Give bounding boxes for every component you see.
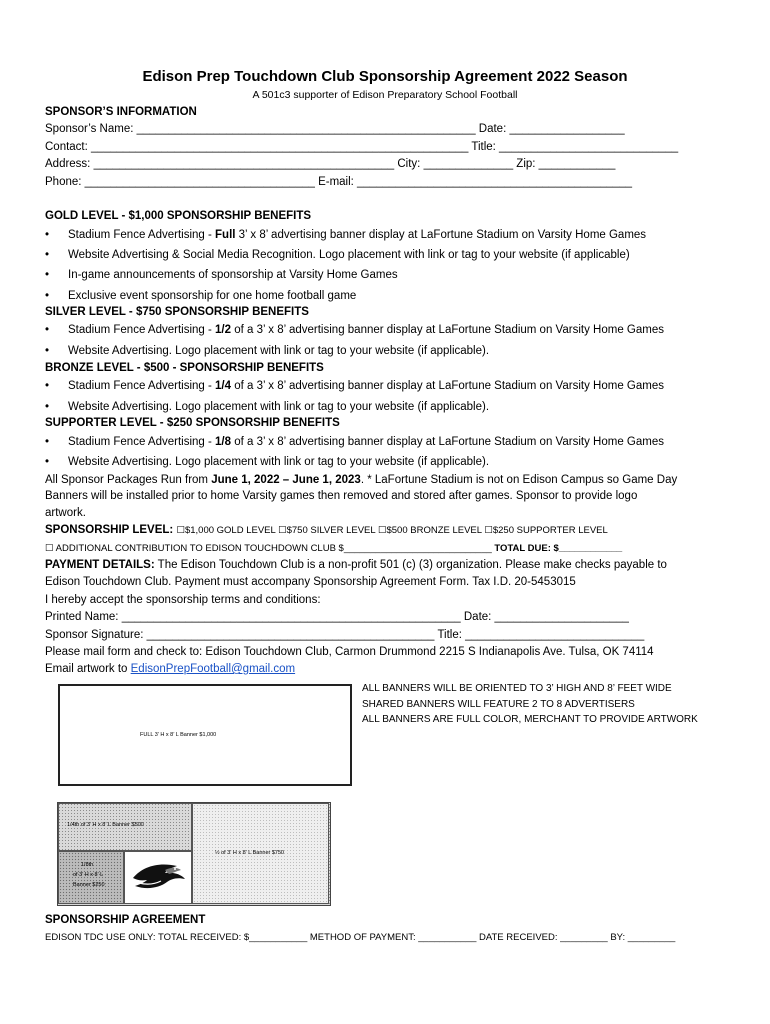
banner-note-3: ALL BANNERS ARE FULL COLOR, MERCHANT TO PROVIDE ARTWORK — [362, 714, 698, 725]
silver-benefit-1: • Stadium Fence Advertising - 1/2 of a 3’ x 8’ advertising banner display at LaFortune Stadium on Varsity Home Games — [45, 324, 664, 336]
email-link[interactable]: EdisonPrepFootball@gmail.com — [130, 663, 296, 675]
eighth-banner-cell — [58, 851, 124, 904]
eighth-banner-label-3: Banner $250 — [73, 882, 105, 888]
banner-notes — [362, 681, 698, 728]
mail-instructions: Please mail form and check to: Edison Touchdown Club, Carmon Drummond 2215 S Indianapolis Ave. Tulsa, OK 74114 — [45, 646, 654, 658]
page-subtitle: A 501c3 supporter of Edison Preparatory School Football — [252, 89, 518, 101]
banner-note-2: SHARED BANNERS WILL FEATURE 2 TO 8 ADVERTISERS — [362, 698, 635, 710]
supporter-benefit-1: • Stadium Fence Advertising - 1/8 of a 3’ x 8’ advertising banner display at LaFortune Stadium on Varsity Home Games — [45, 436, 664, 448]
office-use-line: EDISON TDC USE ONLY: TOTAL RECEIVED: $___________ METHOD OF PAYMENT: ___________ DATE RECEIVED: _________ BY: _________ — [45, 932, 676, 943]
full-banner-label: FULL 3’ H x 8’ L Banner $1,000 — [140, 732, 217, 738]
shared-banner-diagram — [57, 802, 331, 906]
eighth-banner-label-2: of 3’ H x 8’ L — [73, 872, 104, 878]
silver-heading: SILVER LEVEL - $750 SPONSORSHIP BENEFITS — [45, 306, 309, 318]
agreement-heading: SPONSORSHIP AGREEMENT — [45, 914, 206, 926]
phone-email-field[interactable]: Phone: ____________________________________ E-mail: ___________________________________________ — [45, 176, 633, 188]
silver-benefit-2: • Website Advertising. Logo placement with link or tag to your website (if applicable). — [45, 345, 490, 357]
email-artwork: Email artwork to EdisonPrepFootball@gmail.com — [45, 663, 296, 675]
gold-benefit-2: • Website Advertising & Social Media Recognition. Logo placement with link or tag to your website (if applicable) — [45, 249, 630, 261]
run-dates-line2: Banners will be installed prior to home Varsity games then removed and stored after games. Sponsor to provide logo — [45, 490, 638, 502]
address-field[interactable]: Address: _______________________________________________ City: ______________ Zip: ____________ — [45, 158, 616, 170]
signature-field[interactable]: Sponsor Signature: _____________________________________________ Title: ____________________________ — [45, 629, 645, 641]
gold-benefit-1: • Stadium Fence Advertising - Full 3’ x 8’ advertising banner display at LaFortune Stadium on Varsity Home Games — [45, 229, 647, 241]
bronze-heading: BRONZE LEVEL - $500 - SPONSORSHIP BENEFITS — [45, 362, 324, 374]
bronze-benefit-1: • Stadium Fence Advertising - 1/4 of a 3’ x 8’ advertising banner display at LaFortune Stadium on Varsity Home Games — [45, 380, 664, 392]
full-banner-diagram — [58, 684, 352, 786]
additional-contribution[interactable]: ☐ ADDITIONAL CONTRIBUTION TO EDISON TOUCHDOWN CLUB $____________________________ TOTAL DUE: $____________ — [45, 543, 623, 554]
payment-details-line2: Edison Touchdown Club. Payment must accompany Sponsorship Agreement Form. Tax I.D. 20-5453015 — [45, 576, 576, 588]
page-title: Edison Prep Touchdown Club Sponsorship Agreement 2022 Season — [142, 68, 628, 85]
printed-name-field[interactable]: Printed Name: _____________________________________________________ Date: _____________________ — [45, 611, 629, 623]
eagle-logo-icon — [125, 852, 191, 903]
gold-benefit-4: • Exclusive event sponsorship for one home football game — [45, 290, 357, 302]
half-banner-label: ½ of 3’ H x 8’ L Banner $750 — [215, 850, 285, 856]
quarter-banner-cell — [58, 803, 192, 851]
supporter-heading: SUPPORTER LEVEL - $250 SPONSORSHIP BENEFITS — [45, 417, 340, 429]
run-dates-line3: artwork. — [45, 507, 86, 519]
quarter-banner-label: 1/4th of 3’ H x 8’ L Banner $500 — [67, 822, 144, 828]
supporter-benefit-2: • Website Advertising. Logo placement with link or tag to your website (if applicable). — [45, 456, 490, 468]
sponsorship-level-options[interactable]: SPONSORSHIP LEVEL: ☐$1,000 GOLD LEVEL ☐$750 SILVER LEVEL ☐$500 BRONZE LEVEL ☐$250 SUPPORTER LEVEL — [45, 524, 608, 536]
run-dates: All Sponsor Packages Run from June 1, 2022 – June 1, 2023. * LaFortune Stadium is not on Edison Campus so Game Day — [45, 474, 678, 486]
bronze-benefit-2: • Website Advertising. Logo placement with link or tag to your website (if applicable). — [45, 401, 490, 413]
gold-benefit-3: • In-game announcements of sponsorship at Varsity Home Games — [45, 269, 398, 281]
gold-heading: GOLD LEVEL - $1,000 SPONSORSHIP BENEFITS — [45, 210, 312, 222]
eagle-logo-cell — [124, 851, 192, 904]
sponsor-name-field[interactable]: Sponsor’s Name: _____________________________________________________ Date: __________________ — [45, 123, 625, 135]
eighth-banner-label-1: 1/8th — [81, 862, 94, 868]
sponsor-info-heading: SPONSOR’S INFORMATION — [45, 106, 197, 118]
half-banner-cell — [192, 803, 329, 904]
accept-terms: I hereby accept the sponsorship terms and conditions: — [45, 594, 321, 606]
payment-details: PAYMENT DETAILS: The Edison Touchdown Club is a non-profit 501 (c) (3) organization. Please make checks payable to — [45, 559, 667, 571]
banner-note-1: ALL BANNERS WILL BE ORIENTED TO 3’ HIGH AND 8’ FEET WIDE — [362, 683, 672, 694]
contact-field[interactable]: Contact: ___________________________________________________________ Title: ____________________________ — [45, 141, 679, 153]
